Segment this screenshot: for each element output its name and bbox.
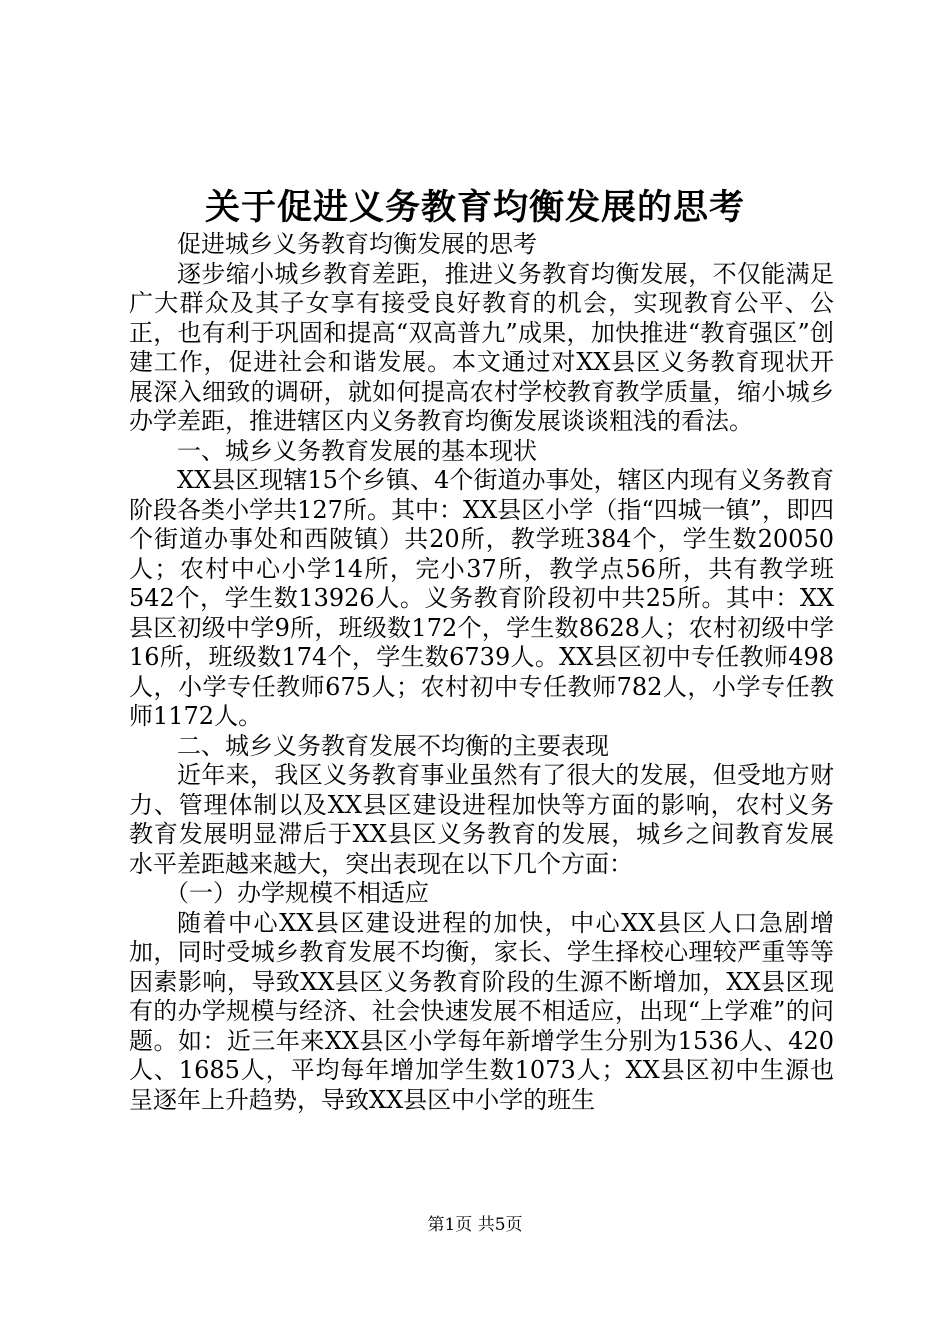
section-1-paragraph: XX县区现辖15个乡镇、4个街道办事处，辖区内现有义务教育阶段各类小学共127所。其中：XX县区小学（指“四城一镇”，即四个街道办事处和西陂镇）共20所，教学班384个，学生数20050人；农村中心小学14所，完小37所，教学点56所，共有教学班542个，学生数13926人。义务教育阶段初中共25所。其中：XX县区初级中学9所，班级数172个，学生数8628人；农村初级中学16所，班级数174个，学生数6739人。XX县区初中专任教师498人，小学专任教师675人；农村初中专任教师782人，小学专任教师1172人。 <box>129 466 834 730</box>
subtitle: 促进城乡义务教育均衡发展的思考 <box>177 230 537 258</box>
subsection-1-heading: （一）办学规模不相适应 <box>165 879 429 907</box>
document-title: 关于促进义务教育均衡发展的思考 <box>204 188 745 228</box>
subsection-1-paragraph: 随着中心XX县区建设进程的加快，中心XX县区人口急剧增加，同时受城乡教育发展不均衡，家长、学生择校心理较严重等等因素影响，导致XX县区义务教育阶段的生源不断增加，XX县区现有的办学规模与经济、社会快速发展不相适应，出现“上学难”的问题。如：近三年来XX县区小学每年新增学生分别为1536人、420人、1685人，平均每年增加学生数1073人；XX县区初中生源也呈逐年上升趋势，导致XX县区中小学的班生 <box>129 908 834 1114</box>
intro-paragraph: 逐步缩小城乡教育差距，推进义务教育均衡发展，不仅能满足广大群众及其子女享有接受良好教育的机会，实现教育公平、公正，也有利于巩固和提高“双高普九”成果，加快推进“教育强区”创建工作，促进社会和谐发展。本文通过对XX县区义务教育现状开展深入细致的调研，就如何提高农村学校教育教学质量，缩小城乡办学差距，推进辖区内义务教育均衡发展谈谈粗浅的看法。 <box>129 259 834 435</box>
section-2-paragraph: 近年来，我区义务教育事业虽然有了很大的发展，但受地方财力、管理体制以及XX县区建设进程加快等方面的影响，农村义务教育发展明显滞后于XX县区义务教育的发展，城乡之间教育发展水平差距越来越大，突出表现在以下几个方面： <box>129 761 834 878</box>
document-body <box>129 230 834 1115</box>
page-footer <box>0 1214 950 1236</box>
page-indicator: 第1页 共5页 <box>427 1215 523 1235</box>
section-1-heading: 一、城乡义务教育发展的基本现状 <box>177 436 537 465</box>
section-2-heading: 二、城乡义务教育发展不均衡的主要表现 <box>177 731 609 760</box>
